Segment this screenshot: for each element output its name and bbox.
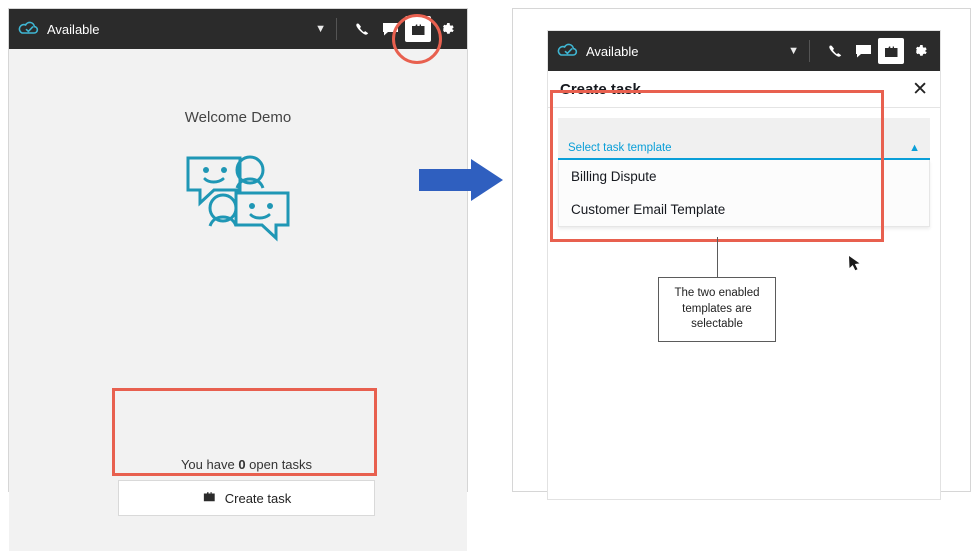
left-ccp-panel [8,8,468,506]
chat-icon[interactable] [850,38,876,64]
ccp-body-left [9,109,467,551]
agent-status-label: Available [586,43,639,59]
welcome-text: Welcome Demo [184,109,292,126]
create-task-button[interactable] [118,480,375,516]
callout-connector [717,237,718,277]
open-tasks-prefix: You have [180,457,239,472]
page-title: Create task [560,80,641,98]
open-tasks-count: 0 [238,457,246,472]
caret-up-icon[interactable]: ▲ [909,142,920,154]
task-template-option-list [558,160,930,227]
task-template-label: Select task template [568,142,672,154]
list-item[interactable]: Customer Email Template [571,202,726,217]
create-task-panel-header [548,71,940,108]
agent-chat-bubbles-illustration [9,148,467,253]
open-tasks-suffix: open tasks [245,457,313,472]
close-icon[interactable]: ✕ [912,78,928,100]
create-task-button-label: Create task [224,490,292,506]
chat-icon[interactable] [377,16,403,42]
briefcase-icon [202,490,217,506]
task-briefcase-icon[interactable] [878,38,904,64]
open-tasks-box [114,447,379,522]
ccp-header-left [9,9,467,49]
chevron-down-icon[interactable]: ▼ [315,23,326,35]
flow-arrow [417,155,507,205]
mouse-pointer-icon [848,255,862,273]
gear-icon[interactable] [906,38,932,64]
task-briefcase-icon[interactable] [405,16,431,42]
cloud-contact-icon [556,40,578,62]
phone-icon[interactable] [822,38,848,64]
task-template-select[interactable] [558,118,930,160]
gear-icon[interactable] [433,16,459,42]
callout-note: The two enabled templates are selectable [658,277,776,342]
agent-status-label: Available [47,21,100,37]
cloud-contact-icon [17,18,39,40]
list-item[interactable]: Billing Dispute [571,169,657,184]
open-tasks-text [114,447,379,480]
header-divider [336,18,337,40]
right-ccp-inner [547,30,941,500]
header-divider [809,40,810,62]
chevron-down-icon[interactable]: ▼ [788,45,799,57]
phone-icon[interactable] [349,16,375,42]
ccp-header-right [548,31,940,71]
task-template-dropdown [558,118,930,227]
